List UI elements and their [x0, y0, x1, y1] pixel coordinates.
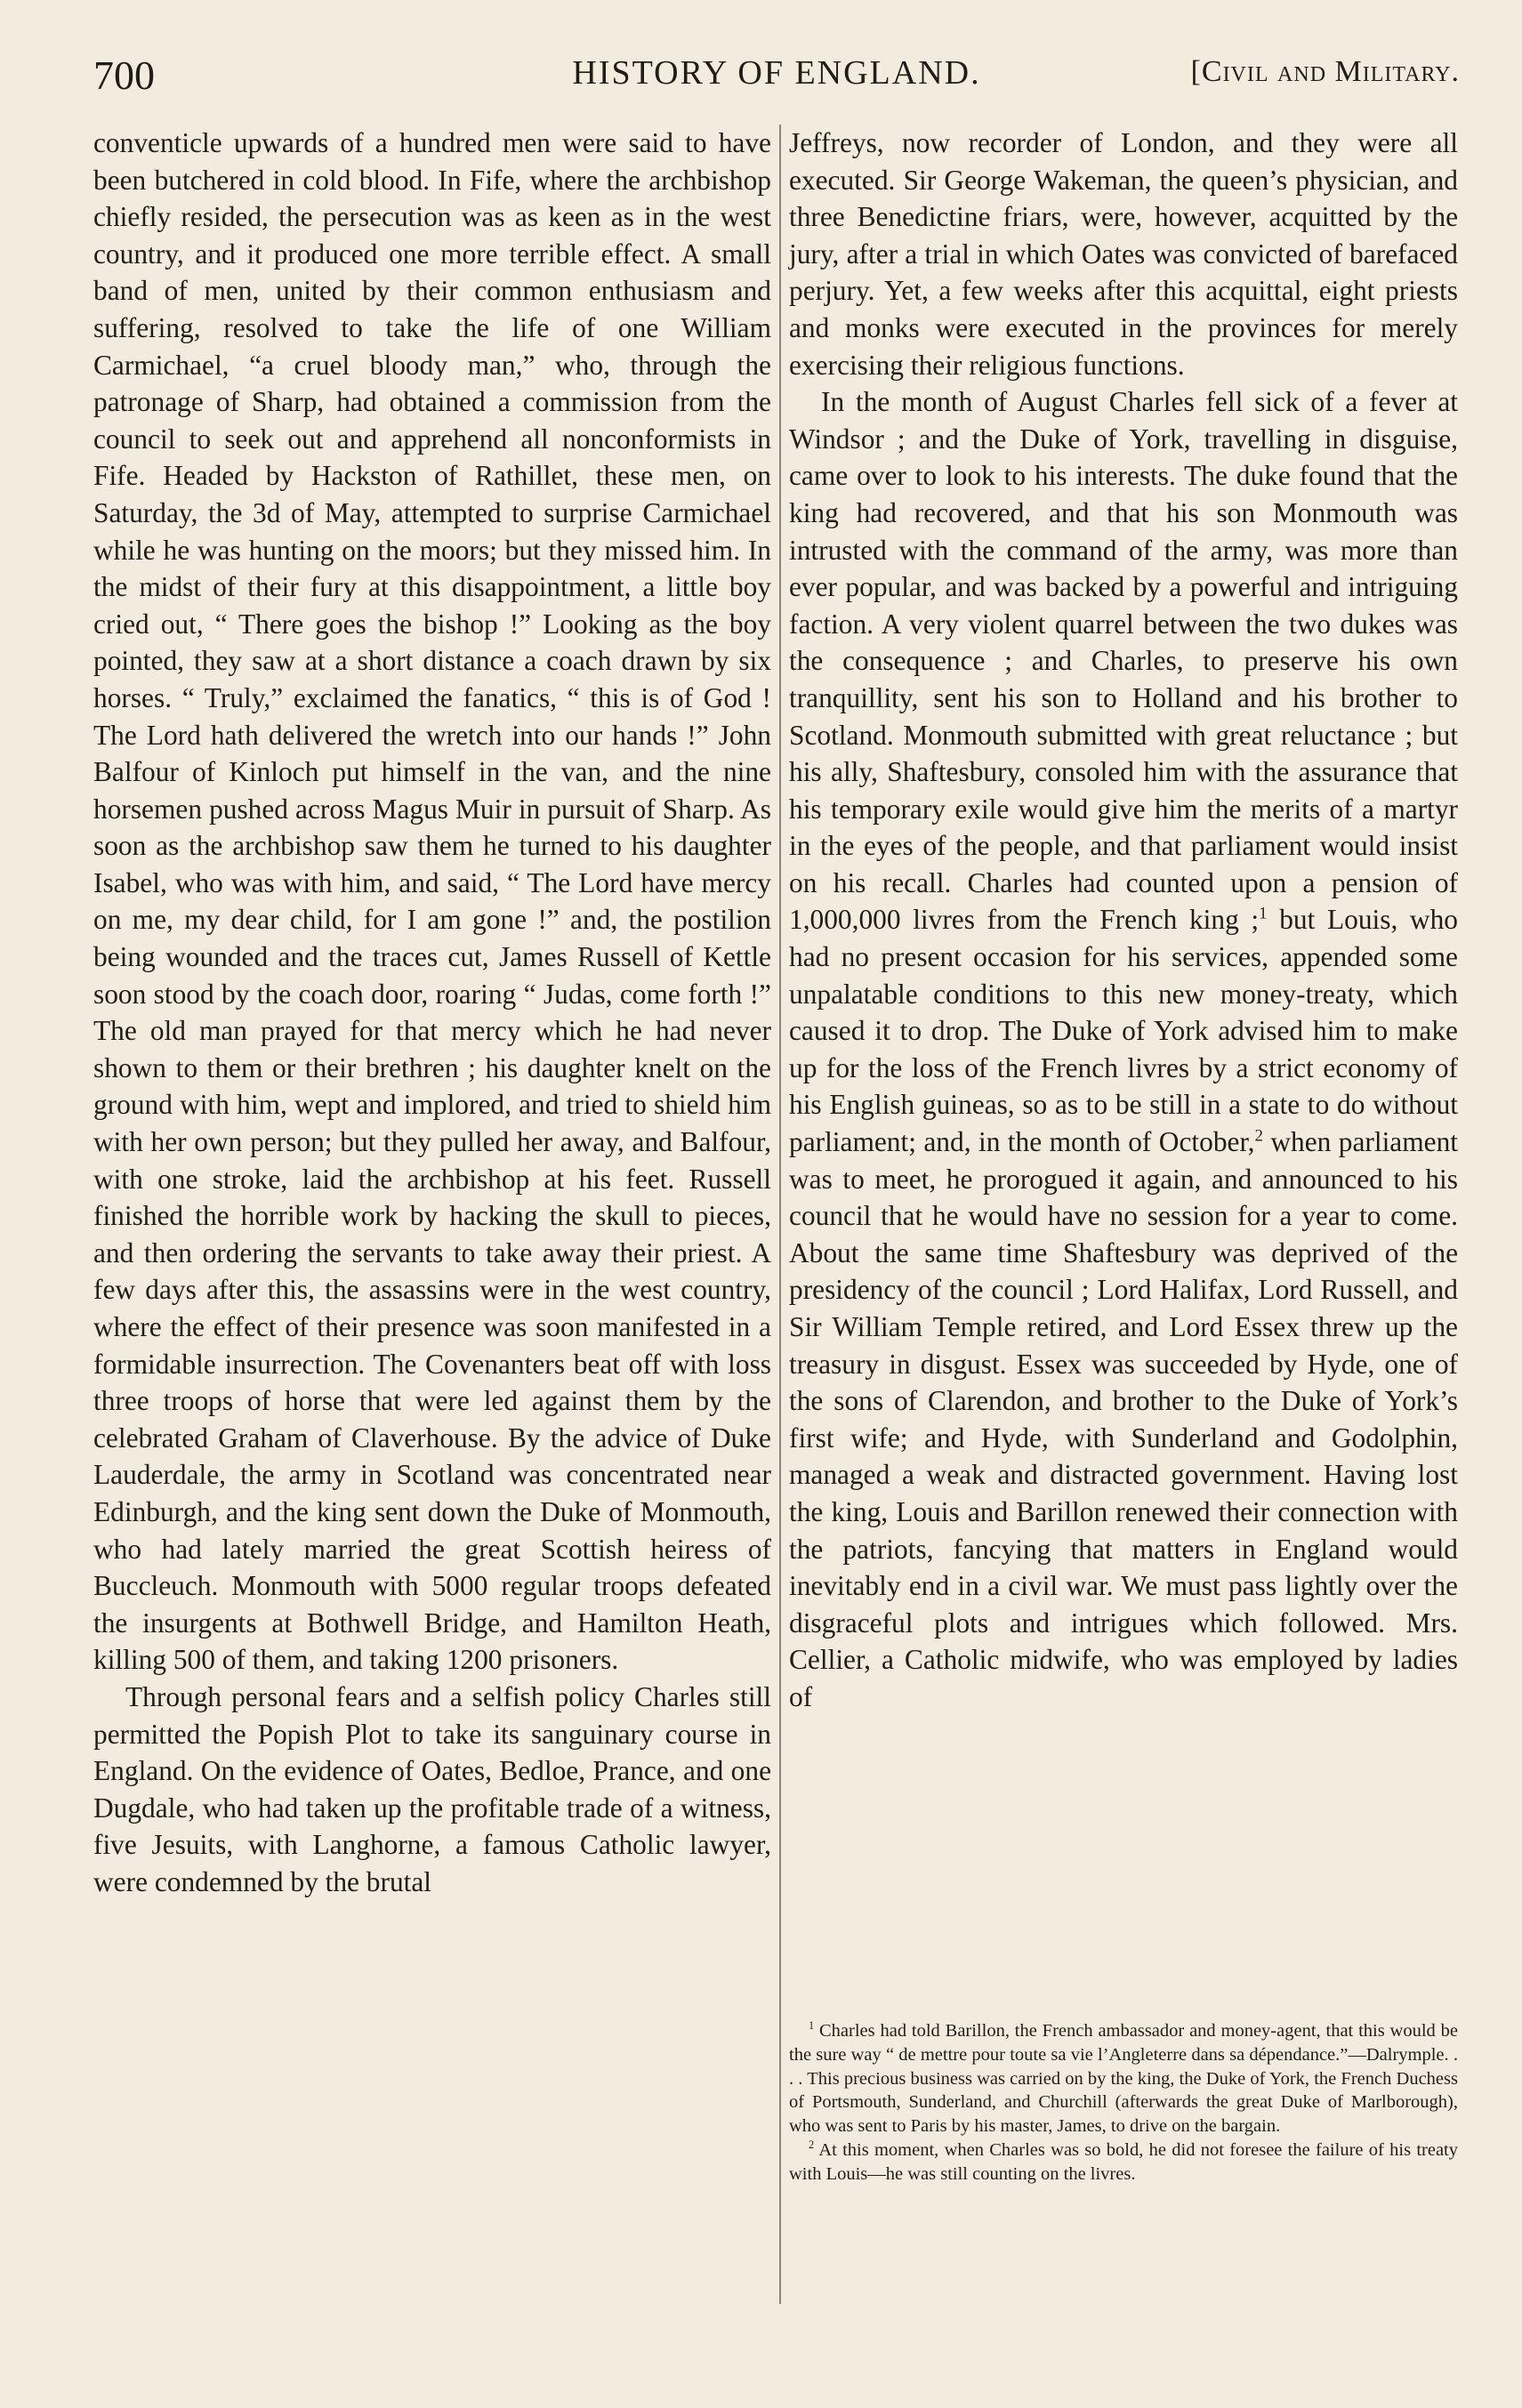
footnote-mark: 2: [809, 2138, 815, 2152]
paragraph: Jeffreys, now recorder of London, and they were all executed. Sir George Wakeman, the queen’s physician, and three Benedictine friars, were, however, acquitted by the jury, after a trial in which Oates was convicted of barefaced perjury. Yet, a few weeks after this acquittal, eight priests and monks were executed in the provinces for merely exercising their religious functions.: [789, 127, 1458, 381]
footnote-text: Charles had told Barillon, the French ambassador and money-agent, that this would be the sure way “ de mettre pour toute sa vie l’Angleterre dans sa dépendance.”—Dalrymple. . . . This precious business was carried on by the king, the Duke of York, the French Duchess of Portsmouth, Sunderland, and Churchill (afterwards the great Duke of Marlborough), who was sent to Paris by his master, James, to drive on the bargain.: [789, 2021, 1458, 2137]
paragraph: [789, 383, 1458, 1715]
page-number: 700: [93, 52, 155, 98]
page-header: [93, 52, 1460, 105]
text-run: but Louis, who had no present occasion for his services, appended some unpalatable conditions to this new money-treaty, which caused it to drop. The Duke of York advised him to make up for the loss of the French livres by a strict economy of his English guineas, so as to be still in a state to do without parliament; and, in the month of October,: [789, 904, 1458, 1158]
footnote-text: At this moment, when Charles was so bold, he did not foresee the failure of his treaty with Louis—he was still counting on the livres.: [789, 2139, 1458, 2184]
paragraph: Through personal fears and a selfish policy Charles still permitted the Popish Plot to take its sanguinary course in England. On the evidence of Oates, Bedloe, Prance, and one Dugdale, who had taken up the profitable trade of a witness, five Jesuits, with Langhorne, a famous Catholic lawyer, were condemned by the brutal: [93, 1680, 771, 1897]
text-run: when parliament was to meet, he prorogued it again, and announced to his council that he would have no session for a year to come. About the same time Shaftesbury was deprived of the presidency of the council ; Lord Halifax, Lord Russell, and Sir William Temple retired, and Lord Essex threw up the treasury in disgust. Essex was succeeded by Hyde, one of the sons of Clarendon, and brother to the Duke of York’s first wife; and Hyde, with Sunderland and Godolphin, managed a weak and distracted government. Having lost the king, Louis and Barillon renewed their connection with the patriots, fancying that matters in England would inevitably end in a civil war. We must pass lightly over the disgraceful plots and intrigues which followed. Mrs. Cellier, a Catholic midwife, who was employed by ladies of: [789, 1126, 1458, 1712]
text-run: In the month of August Charles fell sick of a fever at Windsor ; and the Duke of York, travelling in disguise, came over to look to his interests. The duke found that the king had recovered, and that his son Monmouth was intrusted with the command of the army, was more than ever popular, and was backed by a powerful and intriguing faction. A very violent quarrel between the two dukes was the consequence ; and Charles, to preserve his own tranquillity, sent his son to Holland and his brother to Scotland. Monmouth submitted with great reluctance ; but his ally, Shaftesbury, consoled him with the assurance that his temporary exile would give him the merits of a martyr in the eyes of the people, and that parliament would insist on his recall. Charles had counted upon a pension of 1,000,000 livres from the French king ;: [789, 386, 1458, 936]
footnote: [789, 2019, 1458, 2138]
column-rule: [779, 125, 781, 2304]
section-label: [Civil and Military.: [1190, 55, 1460, 88]
footnote-ref[interactable]: 1: [1259, 905, 1268, 923]
footnote: [789, 2138, 1458, 2187]
right-column: [789, 125, 1458, 1716]
running-title: HISTORY OF ENGLAND.: [572, 54, 981, 92]
paragraph: conventicle upwards of a hundred men were said to have been butchered in cold blood. In Fife, where the archbishop chiefly resided, the persecution was as keen as in the west country, and it produced one more terrible effect. A small band of men, united by their common enthusiasm and suffering, resolved to take the life of one William Carmichael, “a cruel bloody man,” who, through the patronage of Sharp, had obtained a commission from the council to seek out and apprehend all nonconformists in Fife. Headed by Hackston of Rathillet, these men, on Saturday, the 3d of May, attempted to surprise Carmichael while he was hunting on the moors; but they missed him. In the midst of their fury at this disappointment, a little boy cried out, “ There goes the bishop !” Looking as the boy pointed, they saw at a short distance a coach drawn by six horses. “ Truly,” exclaimed the fanatics, “ this is of God ! The Lord hath delivered the wretch into our hands !” John Balfour of Kinloch put himself in the van, and the nine horsemen pushed across Magus Muir in pursuit of Sharp. As soon as the archbishop saw them he turned to his daughter Isabel, who was with him, and said, “ The Lord have mercy on me, my dear child, for I am gone !” and, the postilion being wounded and the traces cut, James Russell of Kettle soon stood by the coach door, roaring “ Judas, come forth !” The old man prayed for that mercy which he had never shown to them or their brethren ; his daughter knelt on the ground with him, wept and implored, and tried to shield him with her own person; but they pulled her away, and Balfour, with one stroke, laid the archbishop at his feet. Russell finished the horrible work by hacking the skull to pieces, and then ordering the servants to take away their priest. A few days after this, the assassins were in the west country, where the effect of their presence was soon manifested in a formidable insurrection. The Covenanters beat off with loss three troops of horse that were led against them by the celebrated Graham of Claverhouse. By the advice of Duke Lauderdale, the army in Scotland was concentrated near Edinburgh, and the king sent down the Duke of Monmouth, who had lately married the great Scottish heiress of Buccleuch. Monmouth with 5000 regular troops defeated the insurgents at Bothwell Bridge, and Hamilton Heath, killing 500 of them, and taking 1200 prisoners.: [93, 127, 771, 1676]
footnote-mark: 1: [809, 2019, 815, 2033]
footnotes: [789, 2019, 1458, 2187]
footnote-ref[interactable]: 2: [1254, 1126, 1263, 1146]
left-column: [93, 125, 771, 1901]
